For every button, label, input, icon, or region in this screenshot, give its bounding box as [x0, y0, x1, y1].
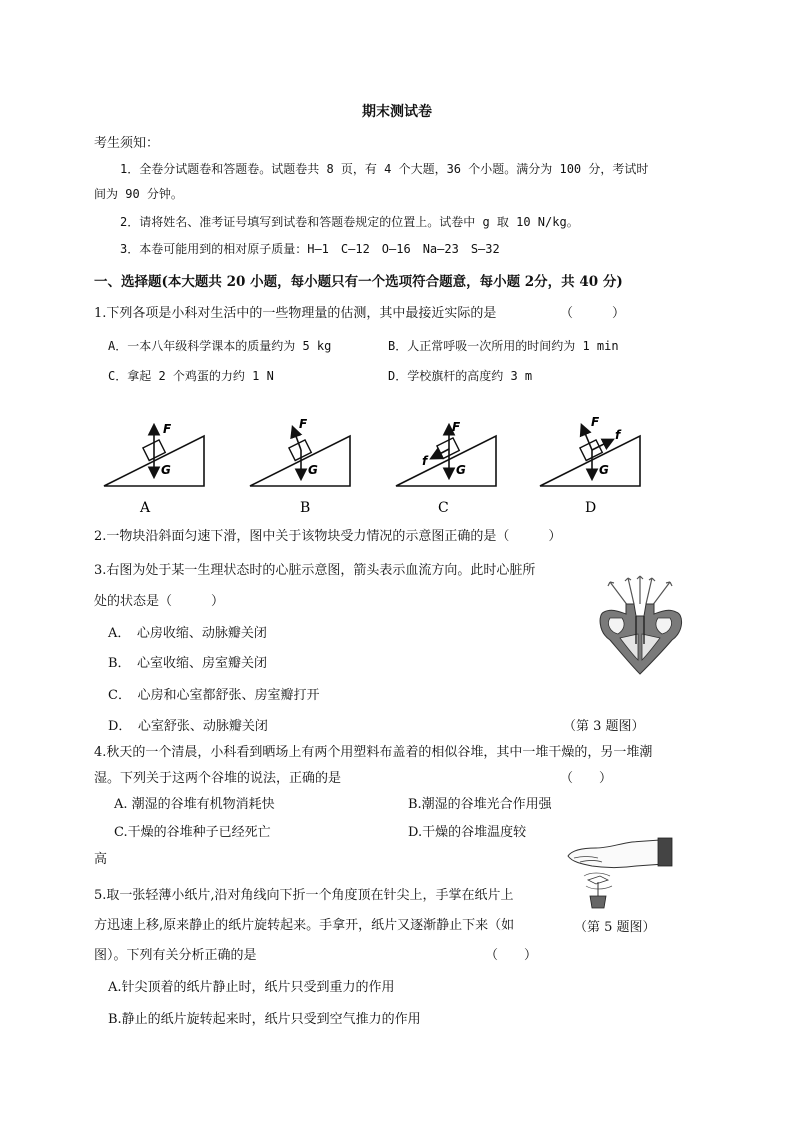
q3-option-a: A． 心房收缩、动脉瓣关闭	[108, 626, 267, 641]
diagram-a-force-f-label: F	[163, 422, 172, 436]
diagram-a-force-g-label: G	[161, 463, 171, 477]
diagram-c	[396, 420, 496, 516]
q1-option-a: A．一本八年级科学课本的质量约为 5 kg	[108, 339, 332, 353]
diagram-d-friction-label: f	[615, 428, 621, 442]
notice-line-1a: 1．全卷分试题卷和答题卷。试题卷共 8 页，有 4 个大题，36 个小题。满分为 100 分，考试时	[120, 162, 649, 176]
q2-stem: 2.一物块沿斜面匀速下滑，图中关于该物块受力情况的示意图正确的是（ ）	[94, 529, 562, 544]
diagram-a	[104, 422, 204, 516]
q3-stem-a: 3.右图为处于某一生理状态时的心脏示意图，箭头表示血流方向。此时心脏所	[94, 563, 536, 578]
page-title: 期末测试卷	[362, 104, 432, 120]
notice-heading: 考生须知：	[94, 136, 160, 151]
diagram-d-force-g-label: G	[599, 463, 609, 477]
q1-option-b: B．人正常呼吸一次所用的时间约为 1 min	[388, 339, 619, 353]
q5-option-a: A.针尖顶着的纸片静止时，纸片只受到重力的作用	[108, 980, 395, 995]
q4-option-c: C.干燥的谷堆种子已经死亡	[114, 825, 271, 840]
diagram-d-force-f-label: F	[591, 415, 600, 429]
diagram-b-force-f-label: F	[299, 417, 308, 431]
incline-force-diagrams	[0, 0, 794, 520]
q4-stem-b: 湿。下列关于这两个谷堆的说法，正确的是	[94, 771, 342, 786]
diagram-a-label: A	[140, 500, 151, 516]
q4-option-b: B.潮湿的谷堆光合作用强	[408, 797, 552, 812]
q5-figure-caption: （第 5 题图）	[574, 920, 656, 935]
q5-stem-b: 方迅速上移,原来静止的纸片旋转起来。手拿开，纸片又逐渐静止下来（如	[94, 918, 515, 933]
q4-option-a: A. 潮湿的谷堆有机物消耗快	[114, 797, 275, 812]
notice-line-2: 2．请将姓名、准考证号填写到试卷和答题卷规定的位置上。试卷中 g 取 10 N/kg。	[120, 215, 579, 229]
notice-line-3: 3．本卷可能用到的相对原子质量：H—1 C—12 O—16 Na—23 S—32	[120, 242, 500, 256]
hand-paper-diagram	[562, 834, 678, 918]
diagram-c-friction-label: f	[422, 454, 428, 468]
q1-option-d: D．学校旗杆的高度约 3 m	[388, 369, 533, 383]
q3-option-c: C． 心房和心室都舒张、房室瓣打开	[108, 688, 320, 703]
diagram-c-force-f-label: F	[452, 420, 461, 434]
q3-option-b: B． 心室收缩、房室瓣关闭	[108, 656, 268, 671]
q1-stem: 1.下列各项是小科对生活中的一些物理量的估测，其中最接近实际的是	[94, 306, 497, 321]
q3-figure-caption: （第 3 题图）	[563, 719, 645, 734]
diagram-c-force-g-label: G	[456, 463, 466, 477]
diagram-c-label: C	[438, 500, 449, 516]
diagram-b-label: B	[300, 500, 311, 516]
q4-answer-paren: （ ）	[560, 771, 613, 786]
heart-diagram	[588, 574, 692, 678]
diagram-d	[540, 415, 640, 516]
q5-option-b: B.静止的纸片旋转起来时，纸片只受到空气推力的作用	[108, 1012, 421, 1027]
q3-stem-b: 处的状态是（ ）	[94, 594, 225, 609]
q1-option-c: C．拿起 2 个鸡蛋的力约 1 N	[108, 369, 274, 383]
diagram-b	[250, 417, 350, 516]
section-heading: 一、选择题(本大题共 20 小题，每小题只有一个选项符合题意，每小题 2分，共 40 分)	[94, 274, 623, 290]
q4-option-d-continued: 高	[94, 852, 108, 867]
diagram-d-label: D	[585, 500, 597, 516]
q4-stem-a: 4.秋天的一个清晨，小科看到晒场上有两个用塑料布盖着的相似谷堆，其中一堆干燥的，另一堆潮	[94, 745, 653, 760]
notice-line-1b: 间为 90 分钟。	[94, 187, 183, 201]
q5-stem-a: 5.取一张轻薄小纸片,沿对角线向下折一个角度顶在针尖上，手掌在纸片上	[94, 888, 514, 903]
q4-option-d: D.干燥的谷堆温度较	[408, 825, 527, 840]
q5-stem-c: 图）。下列有关分析正确的是	[94, 948, 257, 963]
diagram-b-force-g-label: G	[308, 463, 318, 477]
q1-answer-paren: （ ）	[560, 306, 626, 321]
q5-answer-paren: （ ）	[485, 948, 538, 963]
q3-option-d: D． 心室舒张、动脉瓣关闭	[108, 719, 268, 734]
